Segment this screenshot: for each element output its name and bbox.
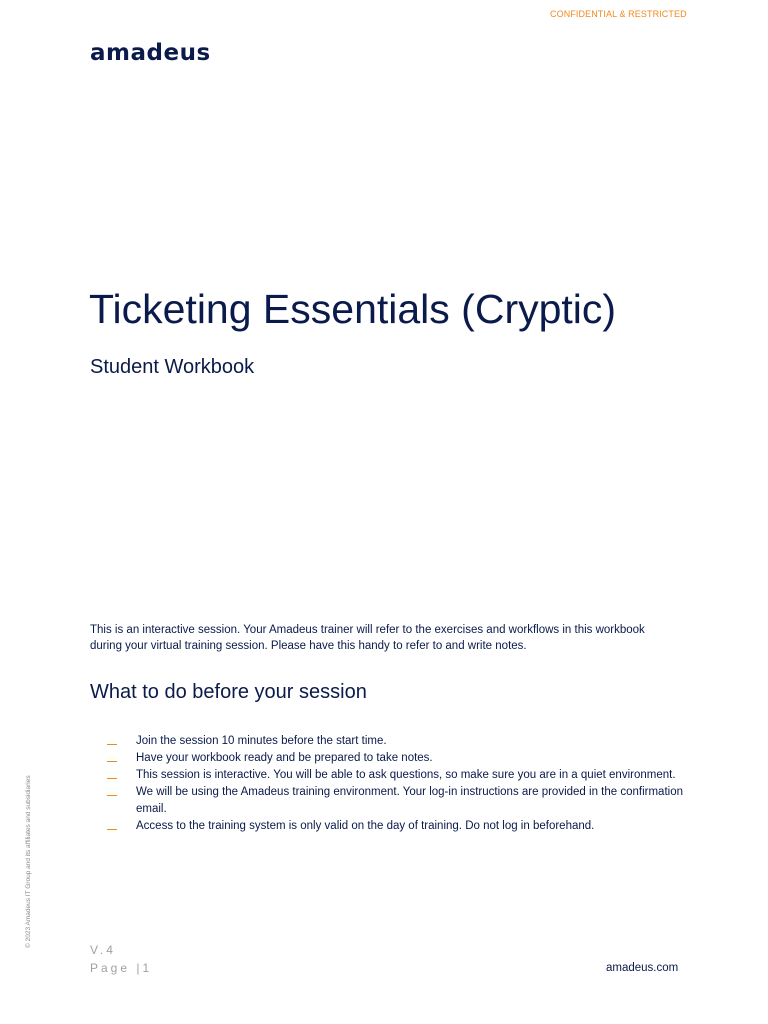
list-item-text: We will be using the Amadeus training environment. Your log-in instructions are provided in the confirmation email. — [136, 786, 683, 815]
dash-bullet-icon — [107, 777, 117, 779]
footer-website-link[interactable]: amadeus.com — [606, 962, 679, 974]
dash-bullet-icon — [107, 794, 117, 796]
list-item — [90, 750, 690, 767]
version-label: V.4 — [90, 943, 116, 957]
page-title: Ticketing Essentials (Cryptic) — [89, 286, 617, 332]
intro-paragraph: This is an interactive session. Your Amadeus trainer will refer to the exercises and workflows in this workbook during your virtual training session. Please have this handy to refer to and write notes. — [90, 624, 645, 652]
page-subtitle: Student Workbook — [90, 356, 255, 378]
list-item — [90, 818, 690, 835]
dash-bullet-icon — [107, 743, 117, 745]
page-number: Page |1 — [90, 961, 153, 975]
list-item-text: Access to the training system is only valid on the day of training. Do not log in beforehand. — [136, 820, 595, 832]
checklist — [90, 733, 690, 835]
list-item-text: This session is interactive. You will be able to ask questions, so make sure you are in a quiet environment. — [136, 769, 676, 781]
confidentiality-label: CONFIDENTIAL & RESTRICTED — [550, 9, 687, 19]
list-item-text: Have your workbook ready and be prepared to take notes. — [136, 752, 433, 764]
dash-bullet-icon — [107, 828, 117, 830]
list-item — [90, 733, 690, 750]
list-item — [90, 784, 690, 818]
list-item — [90, 767, 690, 784]
amadeus-logo: amadeus — [90, 40, 211, 66]
dash-bullet-icon — [107, 760, 117, 762]
section-heading-before-session: What to do before your session — [90, 681, 367, 703]
list-item-text: Join the session 10 minutes before the start time. — [136, 735, 387, 747]
copyright-side-note: © 2023 Amadeus IT Group and its affiliates and subsidiaries — [25, 775, 32, 948]
